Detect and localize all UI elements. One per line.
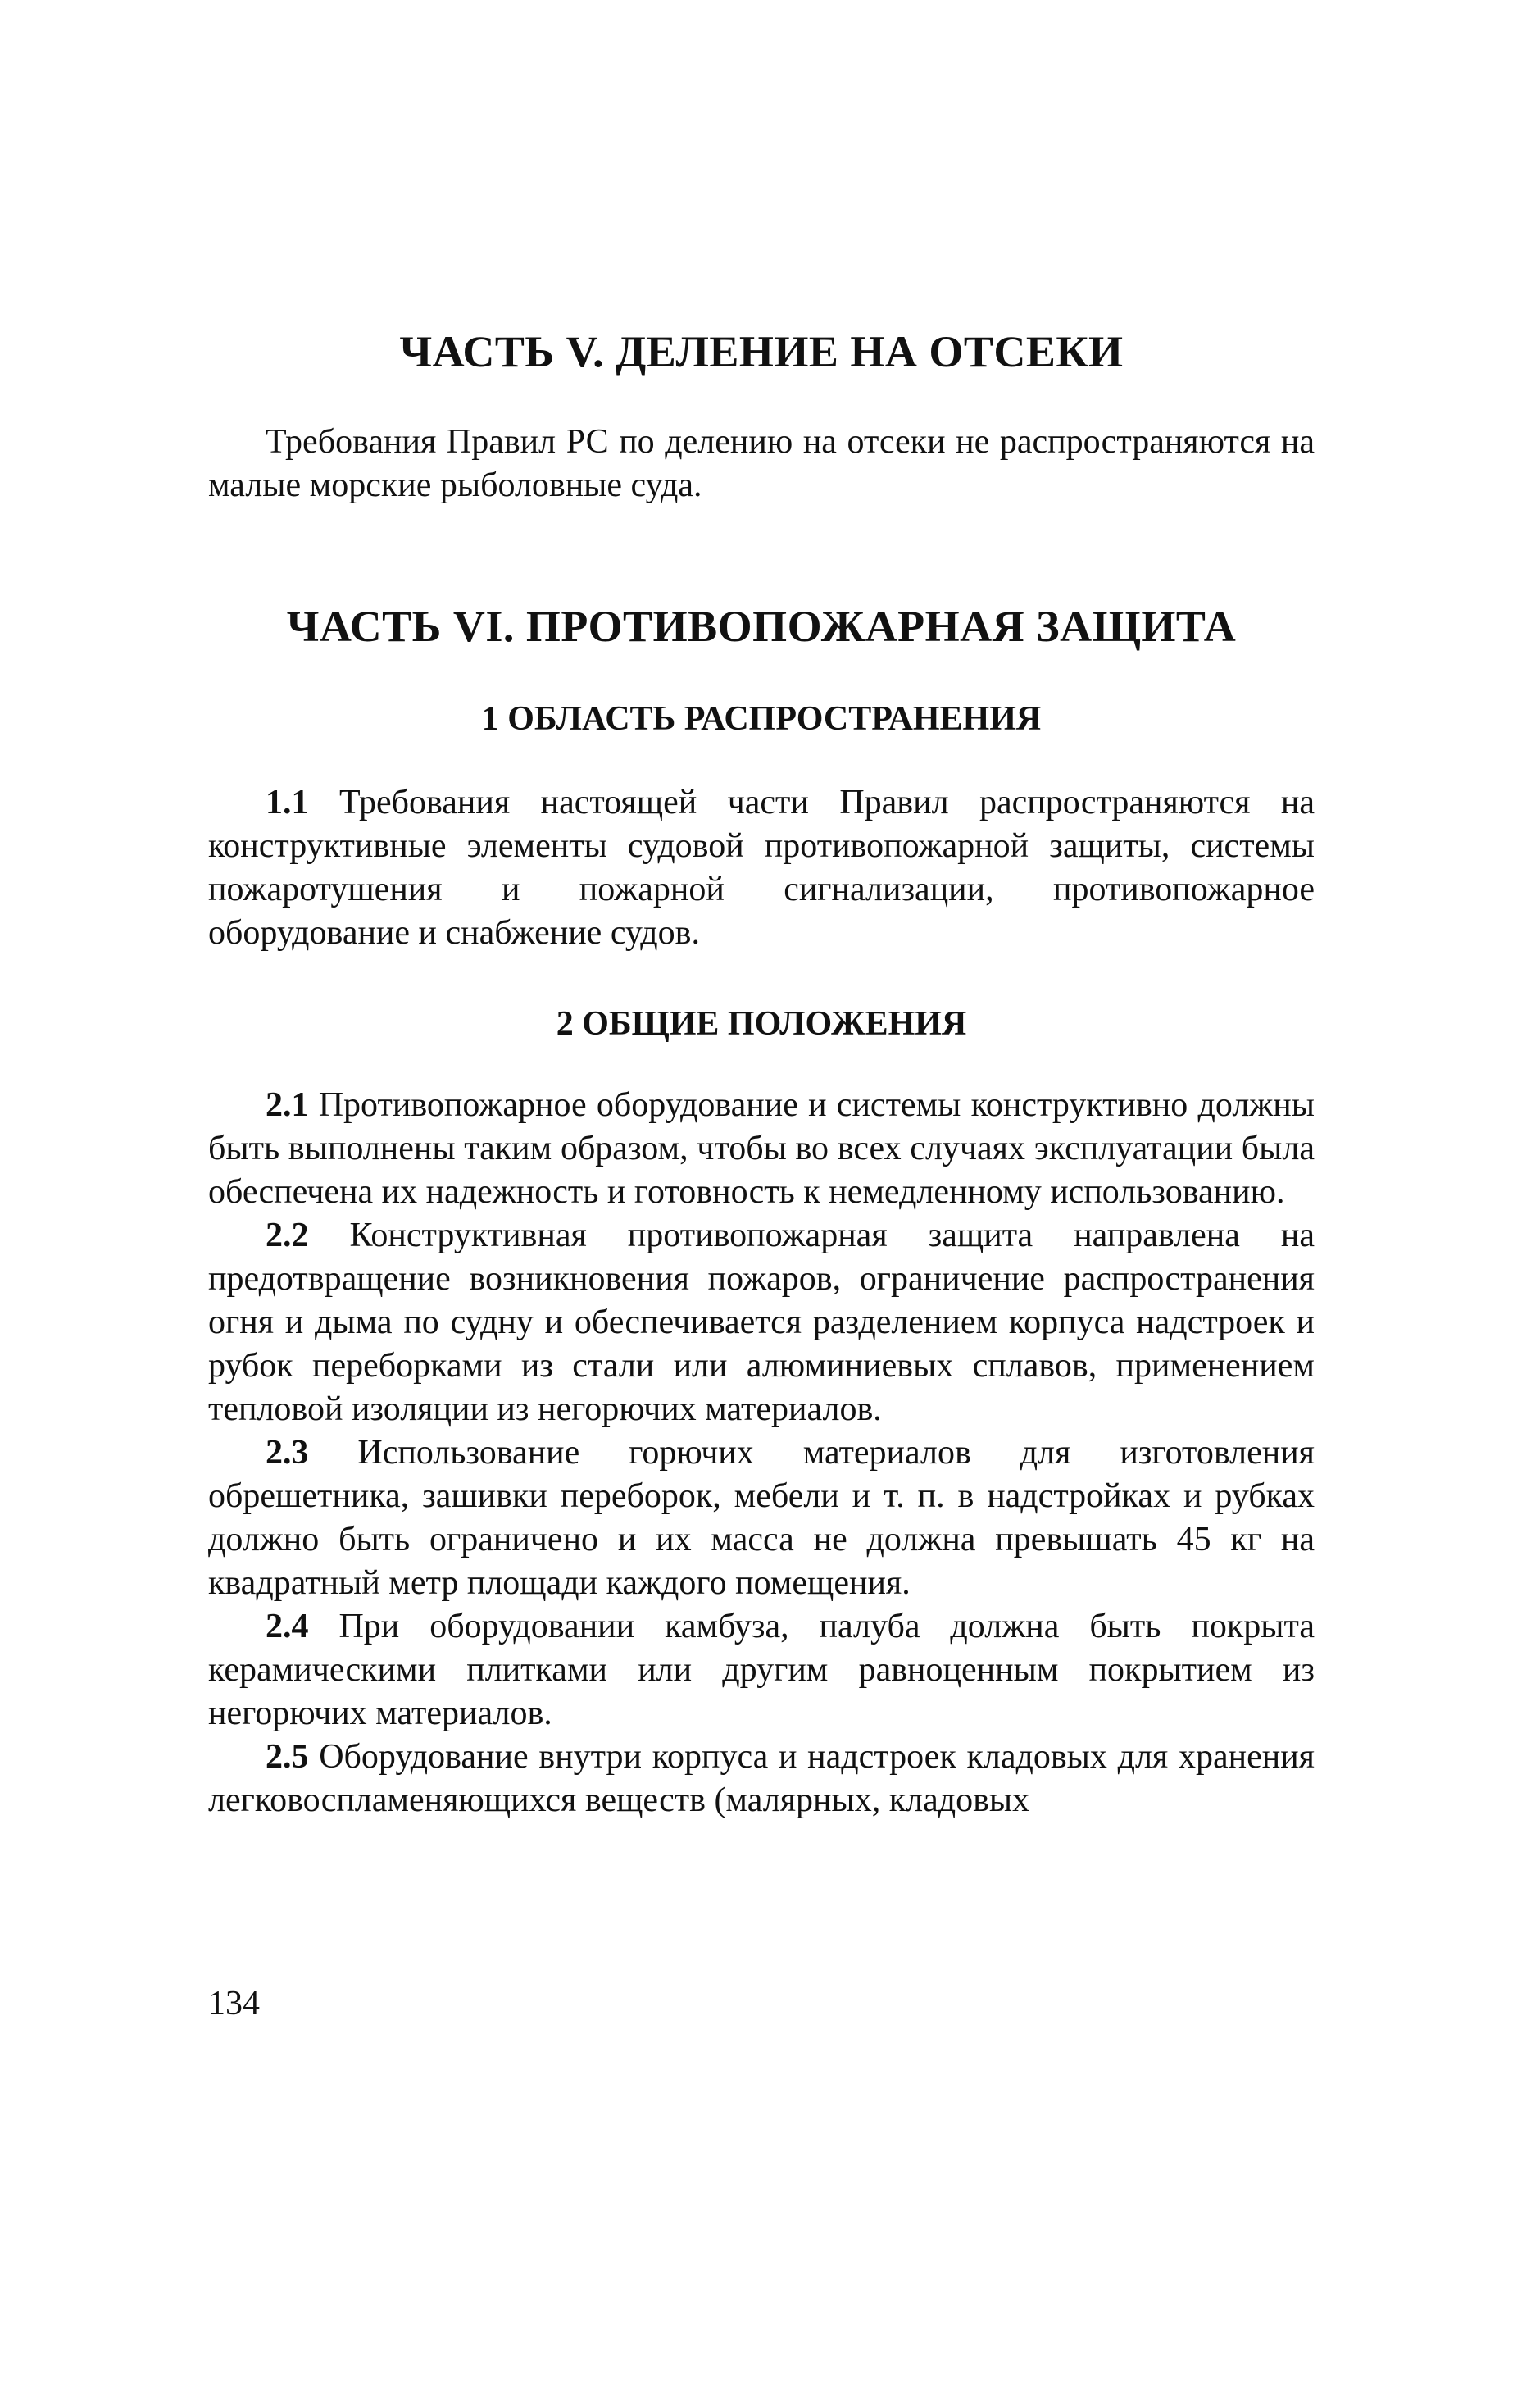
section-2-title: 2 ОБЩИЕ ПОЛОЖЕНИЯ (556, 1005, 967, 1043)
paragraph-2-1 (208, 1084, 1315, 1214)
paragraph-2-3 (208, 1431, 1315, 1605)
paragraph-text: Оборудование внутри корпуса и надстроек кладовых для хранения легковоспламеняющихся веществ (малярных, кладовых (208, 1738, 1315, 1819)
paragraph-number: 2.1 (266, 1086, 309, 1124)
paragraph-1-1 (208, 781, 1315, 955)
paragraph-text: Конструктивная противопожарная защита направлена на предотвращение возникновения пожаров, ограничение распространения огня и дыма по судну и обеспечивается разделением корпуса надстроек и рубок переборками из стали или алюминиевых сплавов, применением тепловой изоляции из негорючих материалов. (208, 1217, 1315, 1428)
part-5-body (208, 421, 1315, 507)
paragraph-2-4 (208, 1605, 1315, 1736)
paragraph-text: Требования настоящей части Правил распространяются на конструктивные элементы судовой противопожарной защиты, системы пожаротушения и пожарной сигнализации, противопожарное оборудование и снабжение судов. (208, 784, 1315, 952)
paragraph-number: 2.5 (266, 1738, 309, 1776)
part-6-title: ЧАСТЬ VI. ПРОТИВОПОЖАРНАЯ ЗАЩИТА (286, 602, 1237, 651)
paragraph-number: 2.2 (266, 1217, 309, 1254)
paragraph-number: 2.4 (266, 1608, 309, 1645)
page-number: 134 (208, 1985, 260, 2022)
paragraph-2-2 (208, 1214, 1315, 1431)
part-5-paragraph: Требования Правил РС по делению на отсеки не распространяются на малые морские рыболовные суда. (208, 423, 1315, 504)
paragraph-number: 1.1 (266, 784, 309, 821)
section-1-title: 1 ОБЛАСТЬ РАСПРОСТРАНЕНИЯ (481, 700, 1042, 738)
part-5-title: ЧАСТЬ V. ДЕЛЕНИЕ НА ОТСЕКИ (399, 327, 1124, 376)
paragraph-text: Использование горючих материалов для изготовления обрешетника, зашивки переборок, мебели и т. п. в надстройках и рубках должно быть ограничено и их масса не должна превышать 45 кг на квадратный метр площади каждого помещения. (208, 1434, 1315, 1602)
section-1-body (208, 781, 1315, 955)
paragraph-text: Противопожарное оборудование и системы конструктивно должны быть выполнены таким образом, чтобы во всех случаях эксплуатации была обеспечена их надежность и готовность к немедленному использованию. (208, 1086, 1315, 1211)
paragraph-text: При оборудовании камбуза, палуба должна быть покрыта керамическими плитками или другим равноценным покрытием из негорючих материалов. (208, 1608, 1315, 1732)
section-2-body (208, 1084, 1315, 1822)
paragraph-number: 2.3 (266, 1434, 309, 1472)
paragraph-2-5 (208, 1736, 1315, 1822)
